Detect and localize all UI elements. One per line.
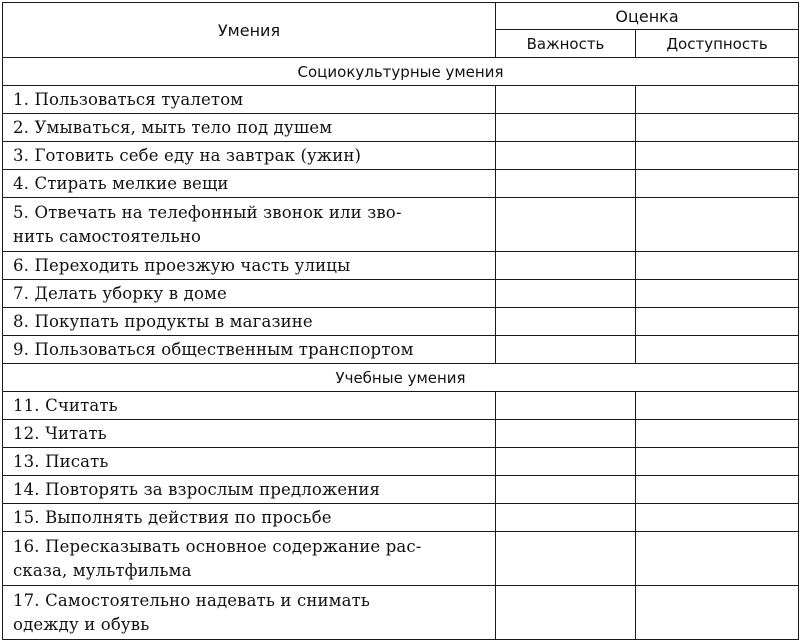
- table-row: [3, 142, 799, 170]
- skill-label: [3, 280, 496, 308]
- skill-label: [3, 476, 496, 504]
- table-row: [3, 198, 799, 252]
- header-skills: Умения: [3, 3, 496, 58]
- header-rating: Оценка: [496, 3, 799, 30]
- table-row: [3, 420, 799, 448]
- skill-label: [3, 142, 496, 170]
- accessibility-cell[interactable]: [636, 86, 799, 114]
- skill-label-line: одежду и обувь: [13, 614, 150, 634]
- skill-label: [3, 532, 496, 586]
- skill-label: [3, 252, 496, 280]
- table-row: [3, 252, 799, 280]
- skill-label-line: 7. Делать уборку в доме: [13, 283, 227, 303]
- section-header-row: [3, 364, 799, 392]
- skill-label-line: 14. Повторять за взрослым предложения: [13, 479, 381, 499]
- skill-label-line: 6. Переходить проезжую часть улицы: [13, 255, 351, 275]
- importance-cell[interactable]: [496, 504, 636, 532]
- accessibility-cell[interactable]: [636, 532, 799, 586]
- accessibility-cell[interactable]: [636, 420, 799, 448]
- skill-label: [3, 336, 496, 364]
- skill-label: [3, 504, 496, 532]
- skill-label: [3, 114, 496, 142]
- table-row: [3, 586, 799, 640]
- table-row: [3, 280, 799, 308]
- accessibility-cell[interactable]: [636, 336, 799, 364]
- importance-cell[interactable]: [496, 86, 636, 114]
- skill-label-line: 13. Писать: [13, 451, 109, 471]
- accessibility-cell[interactable]: [636, 114, 799, 142]
- accessibility-cell[interactable]: [636, 252, 799, 280]
- table-row: [3, 476, 799, 504]
- accessibility-cell[interactable]: [636, 308, 799, 336]
- importance-cell[interactable]: [496, 420, 636, 448]
- accessibility-cell[interactable]: [636, 142, 799, 170]
- skill-label-line: 9. Пользоваться общественным транспортом: [13, 339, 414, 359]
- importance-cell[interactable]: [496, 198, 636, 252]
- table-body: [3, 3, 799, 640]
- skill-label-line: 15. Выполнять действия по просьбе: [13, 507, 332, 527]
- skill-label-line: 16. Пересказывать основное содержание рас-: [13, 536, 422, 556]
- skill-label-line: 1. Пользоваться туалетом: [13, 89, 244, 109]
- importance-cell[interactable]: [496, 280, 636, 308]
- skill-label: [3, 392, 496, 420]
- section-title: Учебные умения: [3, 364, 799, 392]
- skill-label-line: нить самостоятельно: [13, 226, 202, 246]
- skill-label-line: 4. Стирать мелкие вещи: [13, 173, 229, 193]
- accessibility-cell[interactable]: [636, 198, 799, 252]
- section-header-row: [3, 58, 799, 86]
- table-row: [3, 114, 799, 142]
- table-row: [3, 504, 799, 532]
- header-row-top: [3, 3, 799, 30]
- importance-cell[interactable]: [496, 476, 636, 504]
- accessibility-cell[interactable]: [636, 392, 799, 420]
- importance-cell[interactable]: [496, 336, 636, 364]
- accessibility-cell[interactable]: [636, 504, 799, 532]
- importance-cell[interactable]: [496, 392, 636, 420]
- skill-label-line: 12. Читать: [13, 423, 107, 443]
- section-title: Социокультурные умения: [3, 58, 799, 86]
- header-importance: Важность: [496, 30, 636, 58]
- table-row: [3, 170, 799, 198]
- skill-label: [3, 448, 496, 476]
- skill-label: [3, 308, 496, 336]
- accessibility-cell[interactable]: [636, 476, 799, 504]
- importance-cell[interactable]: [496, 142, 636, 170]
- skill-label: [3, 586, 496, 640]
- skill-label-line: 3. Готовить себе еду на завтрак (ужин): [13, 145, 362, 165]
- skill-label: [3, 198, 496, 252]
- importance-cell[interactable]: [496, 114, 636, 142]
- accessibility-cell[interactable]: [636, 586, 799, 640]
- table-row: [3, 448, 799, 476]
- skill-label-line: 2. Умываться, мыть тело под душем: [13, 117, 333, 137]
- header-accessibility: Доступность: [636, 30, 799, 58]
- accessibility-cell[interactable]: [636, 170, 799, 198]
- table-row: [3, 532, 799, 586]
- skill-label-line: 5. Отвечать на телефонный звонок или зво-: [13, 202, 402, 222]
- importance-cell[interactable]: [496, 170, 636, 198]
- table-row: [3, 308, 799, 336]
- accessibility-cell[interactable]: [636, 448, 799, 476]
- accessibility-cell[interactable]: [636, 280, 799, 308]
- skill-label: [3, 170, 496, 198]
- skill-label: [3, 86, 496, 114]
- importance-cell[interactable]: [496, 586, 636, 640]
- skill-label-line: сказа, мультфильма: [13, 560, 192, 580]
- importance-cell[interactable]: [496, 448, 636, 476]
- table-row: [3, 336, 799, 364]
- skill-label-line: 17. Самостоятельно надевать и снимать: [13, 590, 371, 610]
- skill-label-line: 11. Считать: [13, 395, 118, 415]
- table-row: [3, 392, 799, 420]
- skill-label-line: 8. Покупать продукты в магазине: [13, 311, 313, 331]
- importance-cell[interactable]: [496, 308, 636, 336]
- table-row: [3, 86, 799, 114]
- skill-label: [3, 420, 496, 448]
- skills-assessment-table: [2, 2, 799, 640]
- importance-cell[interactable]: [496, 252, 636, 280]
- importance-cell[interactable]: [496, 532, 636, 586]
